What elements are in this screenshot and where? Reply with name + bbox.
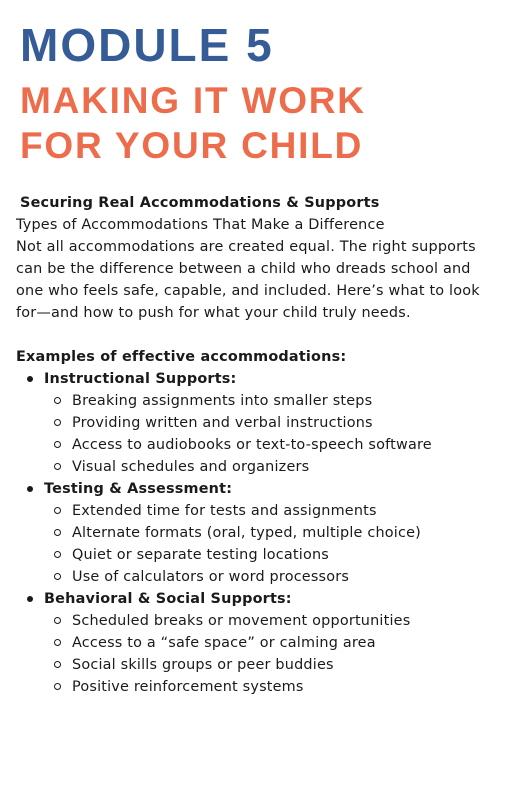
list-item: Quiet or separate testing locations	[72, 544, 500, 566]
list-item: Providing written and verbal instructions	[72, 412, 500, 434]
list-item: Access to audiobooks or text-to-speech software	[72, 434, 500, 456]
list-item: Visual schedules and organizers	[72, 456, 500, 478]
group-items	[44, 610, 500, 698]
list-item: Access to a “safe space” or calming area	[72, 632, 500, 654]
intro-paragraph: Not all accommodations are created equal. The right supports can be the difference between a child who dreads school and one who feels safe, capable, and included. Here’s what to look for—and how to push for what your child truly needs.	[16, 239, 480, 321]
types-heading: Types of Accommodations That Make a Difference	[16, 217, 385, 233]
list-item: Breaking assignments into smaller steps	[72, 390, 500, 412]
module-title: MODULE 5	[20, 19, 274, 71]
examples-heading: Examples of effective accommodations:	[16, 349, 347, 365]
group-label: Behavioral & Social Supports:	[44, 591, 292, 607]
group-label: Testing & Assessment:	[44, 481, 233, 497]
group-items	[44, 500, 500, 588]
subtitle-line-1: MAKING IT WORK	[20, 80, 366, 121]
group-items	[44, 390, 500, 478]
group-label: Instructional Supports:	[44, 371, 237, 387]
module-subtitle	[20, 78, 366, 168]
list-item: Positive reinforcement systems	[72, 676, 500, 698]
paragraph-gap	[16, 324, 500, 346]
list-item-group	[44, 368, 500, 478]
list-item-group	[44, 588, 500, 698]
body-text	[16, 192, 500, 698]
list-item: Social skills groups or peer buddies	[72, 654, 500, 676]
list-item-group	[44, 478, 500, 588]
list-item: Use of calculators or word processors	[72, 566, 500, 588]
list-item: Scheduled breaks or movement opportunities	[72, 610, 500, 632]
section-title: Securing Real Accommodations & Supports	[20, 195, 380, 211]
title-block	[20, 18, 366, 168]
list-item: Extended time for tests and assignments	[72, 500, 500, 522]
subtitle-line-2: FOR YOUR CHILD	[20, 125, 364, 166]
list-item: Alternate formats (oral, typed, multiple choice)	[72, 522, 500, 544]
accommodation-groups	[16, 368, 500, 698]
